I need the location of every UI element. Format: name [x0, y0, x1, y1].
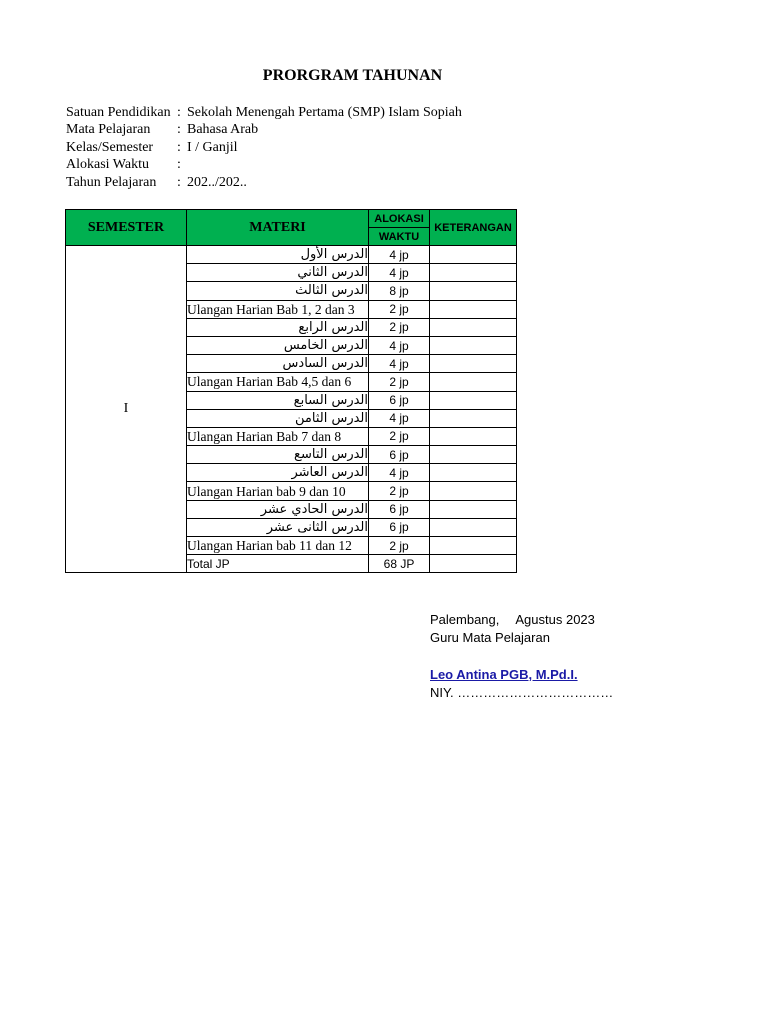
total-keterangan-cell	[430, 555, 517, 573]
info-value: Bahasa Arab	[187, 122, 259, 138]
table-row	[66, 246, 517, 264]
waktu-cell: 6 jp	[369, 391, 430, 409]
keterangan-cell	[430, 246, 517, 264]
materi-cell: الدرس التاسع	[187, 446, 369, 464]
info-label: Tahun Pelajaran	[66, 174, 157, 190]
signature-name: Leo Antina PGB, M.Pd.I.	[430, 666, 578, 682]
keterangan-cell	[430, 482, 517, 500]
signature-block	[430, 611, 613, 702]
total-label: Total JP	[187, 555, 369, 573]
header-semester: SEMESTER	[66, 210, 187, 246]
info-colon: :	[177, 122, 181, 138]
info-label: Satuan Pendidikan	[66, 105, 171, 120]
waktu-cell: 6 jp	[369, 500, 430, 518]
info-value: I / Ganjil	[187, 139, 238, 155]
info-colon: :	[177, 157, 181, 173]
total-value: 68 JP	[369, 555, 430, 573]
materi-cell: Ulangan Harian bab 9 dan 10	[187, 482, 369, 500]
signature-place-date	[430, 611, 613, 629]
materi-cell: الدرس الثالث	[187, 282, 369, 300]
info-label: Mata Pelajaran	[66, 122, 151, 138]
waktu-cell: 6 jp	[369, 518, 430, 536]
header-materi: MATERI	[187, 210, 369, 246]
materi-cell: الدرس الثانى عشر	[187, 518, 369, 536]
waktu-cell: 4 jp	[369, 355, 430, 373]
materi-cell: الدرس الرابع	[187, 318, 369, 336]
header-alokasi: ALOKASI	[369, 210, 430, 228]
materi-cell: الدرس الثامن	[187, 409, 369, 427]
header-keterangan: KETERANGAN	[430, 210, 517, 246]
materi-cell: الدرس السادس	[187, 355, 369, 373]
signature-date: Agustus 2023	[515, 612, 595, 627]
keterangan-cell	[430, 427, 517, 445]
keterangan-cell	[430, 336, 517, 354]
signature-spacer	[430, 647, 613, 665]
materi-cell: الدرس الخامس	[187, 336, 369, 354]
waktu-cell: 4 jp	[369, 246, 430, 264]
materi-cell: Ulangan Harian Bab 1, 2 dan 3	[187, 300, 369, 318]
header-waktu: WAKTU	[369, 228, 430, 246]
table-body	[66, 246, 517, 573]
keterangan-cell	[430, 318, 517, 336]
keterangan-cell	[430, 282, 517, 300]
keterangan-cell	[430, 464, 517, 482]
waktu-cell: 4 jp	[369, 336, 430, 354]
waktu-cell: 4 jp	[369, 464, 430, 482]
signature-city: Palembang,	[430, 612, 500, 627]
program-table	[65, 209, 517, 573]
keterangan-cell	[430, 518, 517, 536]
info-label: Alokasi Waktu	[66, 157, 149, 173]
waktu-cell: 6 jp	[369, 446, 430, 464]
info-value: Sekolah Menengah Pertama (SMP) Islam Sopiah	[187, 105, 462, 120]
materi-cell: الدرس العاشر	[187, 464, 369, 482]
keterangan-cell	[430, 264, 517, 282]
semester-cell: I	[66, 246, 187, 573]
keterangan-cell	[430, 409, 517, 427]
waktu-cell: 4 jp	[369, 264, 430, 282]
signature-niy: NIY. ………………………………	[430, 684, 614, 700]
keterangan-cell	[430, 355, 517, 373]
waktu-cell: 2 jp	[369, 427, 430, 445]
keterangan-cell	[430, 446, 517, 464]
keterangan-cell	[430, 391, 517, 409]
info-colon: :	[177, 105, 181, 120]
materi-cell: Ulangan Harian bab 11 dan 12	[187, 537, 369, 555]
document-title: PRORGRAM TAHUNAN	[262, 67, 443, 84]
materi-cell: الدرس الحادي عشر	[187, 500, 369, 518]
materi-cell: Ulangan Harian Bab 4,5 dan 6	[187, 373, 369, 391]
waktu-cell: 2 jp	[369, 373, 430, 391]
keterangan-cell	[430, 500, 517, 518]
info-colon: :	[177, 139, 181, 155]
materi-cell: الدرس الأول	[187, 246, 369, 264]
waktu-cell: 2 jp	[369, 318, 430, 336]
materi-cell: الدرس السابع	[187, 391, 369, 409]
info-value: 202../202..	[187, 174, 247, 190]
info-colon: :	[177, 174, 181, 190]
waktu-cell: 8 jp	[369, 282, 430, 300]
waktu-cell: 2 jp	[369, 537, 430, 555]
keterangan-cell	[430, 300, 517, 318]
waktu-cell: 4 jp	[369, 409, 430, 427]
signature-role: Guru Mata Pelajaran	[430, 630, 550, 646]
materi-cell: الدرس الثاني	[187, 264, 369, 282]
waktu-cell: 2 jp	[369, 300, 430, 318]
waktu-cell: 2 jp	[369, 482, 430, 500]
materi-cell: Ulangan Harian Bab 7 dan 8	[187, 427, 369, 445]
keterangan-cell	[430, 373, 517, 391]
keterangan-cell	[430, 537, 517, 555]
info-label: Kelas/Semester	[66, 139, 154, 155]
